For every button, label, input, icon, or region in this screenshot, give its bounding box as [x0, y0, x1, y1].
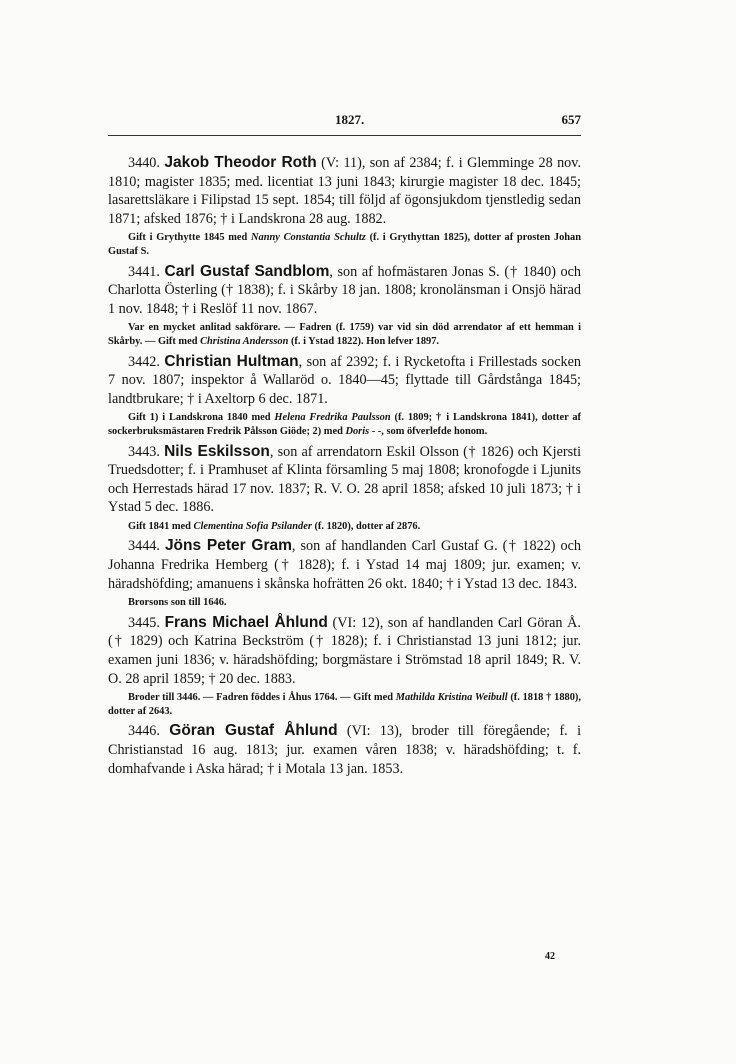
- entry-name: Christian Hultman: [164, 352, 299, 370]
- entry-note: [108, 520, 581, 534]
- entry-number: 3446.: [128, 723, 160, 740]
- entry-note: [108, 321, 581, 348]
- note-text: (f. i Grythyttan 1825), dotter af prosten Johan Gustaf S.: [108, 232, 582, 257]
- note-text: (f. 1820), dotter af 2876.: [311, 520, 421, 532]
- signature-mark: 42: [545, 951, 555, 962]
- entry-text: [108, 263, 581, 319]
- note-spouse-name: Helena Fredrika Paulsson: [274, 412, 391, 424]
- entry-note: [108, 596, 581, 610]
- entry-body: , son af handlanden Carl Gustaf G. († 1822) och Johanna Fredrika Hemberg († 1828); f. i Ystad 14 maj 1809; jur. examen; v. häradshöfding; amanuens i skånska hofrätten 26 okt. 1840; † i Ystad 13 dec. 1843.: [108, 538, 582, 592]
- entry-name: Frans Michael Åhlund: [164, 613, 328, 631]
- entry-number: 3443.: [128, 443, 160, 460]
- note-spouse-name: Christina Andersson: [200, 335, 289, 347]
- entry-body: , son af 2392; f. i Rycketofta i Frillestads socken 7 nov. 1807; inspektor å Wallaröd o. 1840—45; flyttade till Gårdstånga 1845; landtbrukare; † i Axeltorp 6 dec. 1871.: [108, 353, 582, 407]
- entry-name: Nils Eskilsson: [164, 442, 270, 460]
- entry-note: [108, 231, 581, 258]
- entry-text: [108, 154, 581, 228]
- entry-text: [108, 443, 581, 517]
- entry-name: Jakob Theodor Roth: [164, 154, 317, 171]
- entry-name: Carl Gustaf Sandblom: [164, 262, 330, 280]
- note-text: (f. 1818 † 1880), dotter af 2643.: [108, 692, 581, 717]
- entry-number: 3441.: [128, 263, 160, 280]
- note-text: - -, som öfverlefde honom.: [369, 425, 488, 437]
- header-rule: [108, 135, 581, 136]
- entry-body: (VI: 13), broder till föregående; f. i Christianstad 16 aug. 1813; jur. examen våren 1838; v. häradshöfding; t. f. domhafvande i Aska härad; † i Motala 13 jan. 1853.: [108, 723, 582, 777]
- entry-note: [108, 411, 581, 438]
- note-text: Var en mycket anlitad sakförare. — Fadren (f. 1759) var vid sin död arrendator af ett hemman i Skårby. — Gift med: [108, 322, 581, 347]
- note-spouse-name: Nanny Constantia Schultz: [251, 232, 366, 244]
- note-spouse-name: Clementina Sofia Psilander: [193, 520, 312, 532]
- entry-note: [108, 691, 581, 718]
- entry-body: (VI: 12), son af handlanden Carl Göran Å. († 1829) och Katrina Beckström († 1828); f. i Christianstad 13 juni 1812; jur. examen juni 1836; v. häradshöfding; borgmästare i Strömstad 18 april 1849; R. V. O. 28 april 1859; † 20 dec. 1883.: [108, 614, 581, 687]
- entry-body: , son af hofmästaren Jonas S. († 1840) och Charlotta Österling († 1838); f. i Skårby 18 jan. 1808; kronolänsman i Onsjö härad 1 nov. 1848; † i Reslöf 11 nov. 1867.: [108, 263, 581, 317]
- page-number: 657: [561, 112, 581, 127]
- note-text: (f. 1809; † i Landskrona 1841), dotter af sockerbruksmästaren Fredrik Pålsson Giöde; 2) med: [108, 412, 582, 437]
- entry-name: Jöns Peter Gram: [164, 537, 292, 555]
- entries-list: [108, 154, 581, 782]
- entry-3441: [108, 263, 581, 349]
- entry-name: Göran Gustaf Åhlund: [169, 722, 338, 740]
- entry-text: [108, 353, 581, 409]
- note-text: Broder till 3446. — Fadren föddes i Åhus 1764. — Gift med: [128, 692, 396, 704]
- page-year: 1827.: [335, 112, 365, 127]
- entry-number: 3442.: [128, 353, 160, 370]
- entry-text: [108, 537, 581, 593]
- entry-3446: [108, 722, 581, 778]
- note-spouse-name: Doris: [345, 425, 370, 437]
- entry-3445: [108, 614, 581, 719]
- note-text: Gift i Grythytte 1845 med: [128, 232, 252, 244]
- entry-number: 3445.: [128, 614, 160, 631]
- entry-3440: [108, 154, 581, 259]
- note-text: Brorsons son till 1646.: [128, 597, 227, 609]
- entry-3442: [108, 353, 581, 439]
- entry-body: , son af arrendatorn Eskil Olsson († 1826) och Kjersti Truedsdotter; f. i Pramhuset af Klinta församling 5 maj 1808; kronofogde i Ljunits och Herrestads härad 17 nov. 1837; R. V. O. 28 april 1858; afsked 10 juli 1873; † i Ystad 5 dec. 1886.: [108, 443, 582, 516]
- note-text: (f. i Ystad 1822). Hon lefver 1897.: [288, 335, 440, 347]
- entry-text: [108, 614, 581, 688]
- entry-number: 3440.: [128, 155, 160, 171]
- entry-3443: [108, 443, 581, 534]
- note-text: Gift 1841 med: [128, 520, 194, 532]
- entry-number: 3444.: [128, 538, 160, 555]
- note-text: Gift 1) i Landskrona 1840 med: [128, 412, 275, 424]
- entry-text: [108, 722, 581, 778]
- entry-3444: [108, 537, 581, 609]
- note-spouse-name: Mathilda Kristina Weibull: [395, 692, 508, 704]
- entry-body: (V: 11), son af 2384; f. i Glemminge 28 nov. 1810; magister 1835; med. licentiat 13 juni 1843; kirurgie magister 18 dec. 1845; lasarettsläkare i Filipstad 15 sept. 1854; till följd af ögonsjukdom tjenstledig sedan 1871; afsked 1876; † i Landskrona 28 aug. 1882.: [108, 155, 581, 227]
